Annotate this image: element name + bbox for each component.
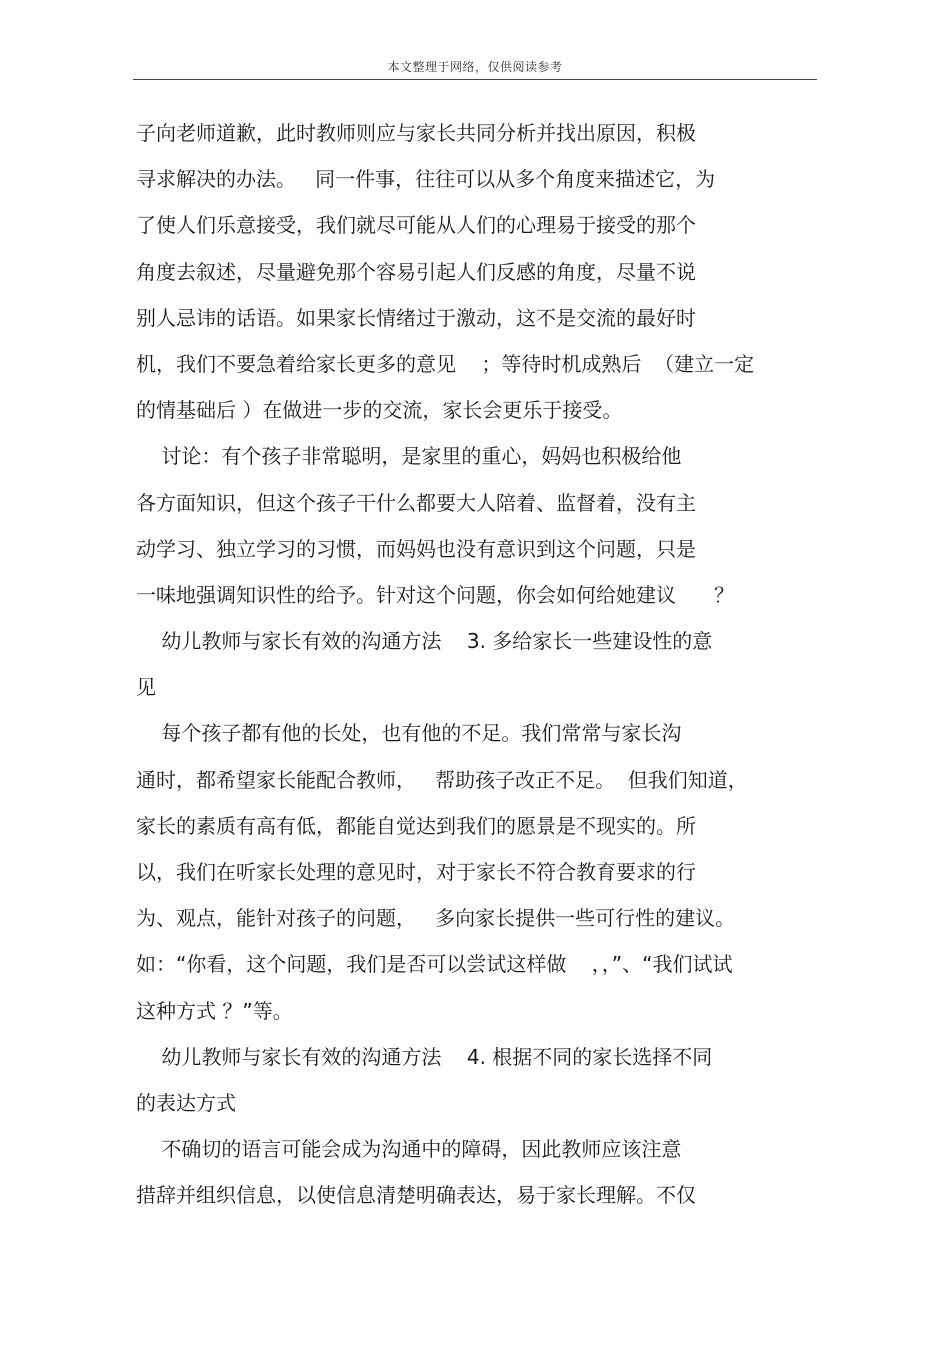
text-line: 一味地强调知识性的给予。针对这个问题，你会如何给她建议 ？ — [136, 582, 735, 607]
text-line: 家长的素质有高有低，都能自觉达到我们的愿景是不现实的。所 — [136, 813, 696, 838]
text-line: 的表达方式 — [136, 1090, 236, 1115]
text-line: 幼儿教师与家长有效的沟通方法 4. 根据不同的家长选择不同 — [136, 1044, 713, 1069]
document-body — [136, 116, 816, 1225]
text-line: 机，我们不要急着给家长更多的意见 ；等待时机成熟后 （建立一定 — [136, 351, 755, 376]
text-line: 寻求解决的办法。 同一件事，往往可以从多个角度来描述它，为 — [136, 167, 716, 192]
text-line: 幼儿教师与家长有效的沟通方法 3. 多给家长一些建设性的意 — [136, 629, 713, 654]
text-line: 各方面知识，但这个孩子干什么都要大人陪着、监督着，没有主 — [136, 490, 696, 515]
text-line: 动学习、独立学习的习惯，而妈妈也没有意识到这个问题，只是 — [136, 536, 696, 561]
text-line: 的情基础后 ）在做进一步的交流，家长会更乐于接受。 — [136, 398, 623, 423]
text-line: 通时，都希望家长能配合教师， 帮助孩子改正不足。 但我们知道， — [136, 767, 748, 792]
text-line: 为、观点，能针对孩子的问题， 多向家长提供一些可行性的建议。 — [136, 906, 736, 931]
text-line: 角度去叙述，尽量避免那个容易引起人们反感的角度，尽量不说 — [136, 259, 696, 284]
page-header: 本文整理于网络，仅供阅读参考 — [387, 60, 563, 74]
text-line: 措辞并组织信息，以使信息清楚明确表达，易于家长理解。不仅 — [136, 1183, 696, 1208]
header-rule — [133, 79, 817, 80]
text-line: 这种方式 ？”等。 — [136, 998, 293, 1023]
text-line: 如：“你看，这个问题，我们是否可以尝试这样做 ，，”、“我们试试 — [136, 952, 733, 977]
text-line: 讨论：有个孩子非常聪明，是家里的重心，妈妈也积极给他 — [136, 444, 682, 469]
text-line: 了使人们乐意接受，我们就尽可能从人们的心理易于接受的那个 — [136, 213, 696, 238]
text-line: 见 — [136, 675, 156, 700]
text-line: 不确切的语言可能会成为沟通中的障碍，因此教师应该注意 — [136, 1137, 682, 1162]
text-line: 别人忌讳的话语。如果家长情绪过于激动，这不是交流的最好时 — [136, 305, 696, 330]
text-line: 子向老师道歉，此时教师则应与家长共同分析并找出原因，积极 — [136, 121, 696, 145]
text-line: 每个孩子都有他的长处，也有他的不足。我们常常与家长沟 — [136, 721, 682, 746]
text-line: 以，我们在听家长处理的意见时，对于家长不符合教育要求的行 — [136, 860, 696, 884]
